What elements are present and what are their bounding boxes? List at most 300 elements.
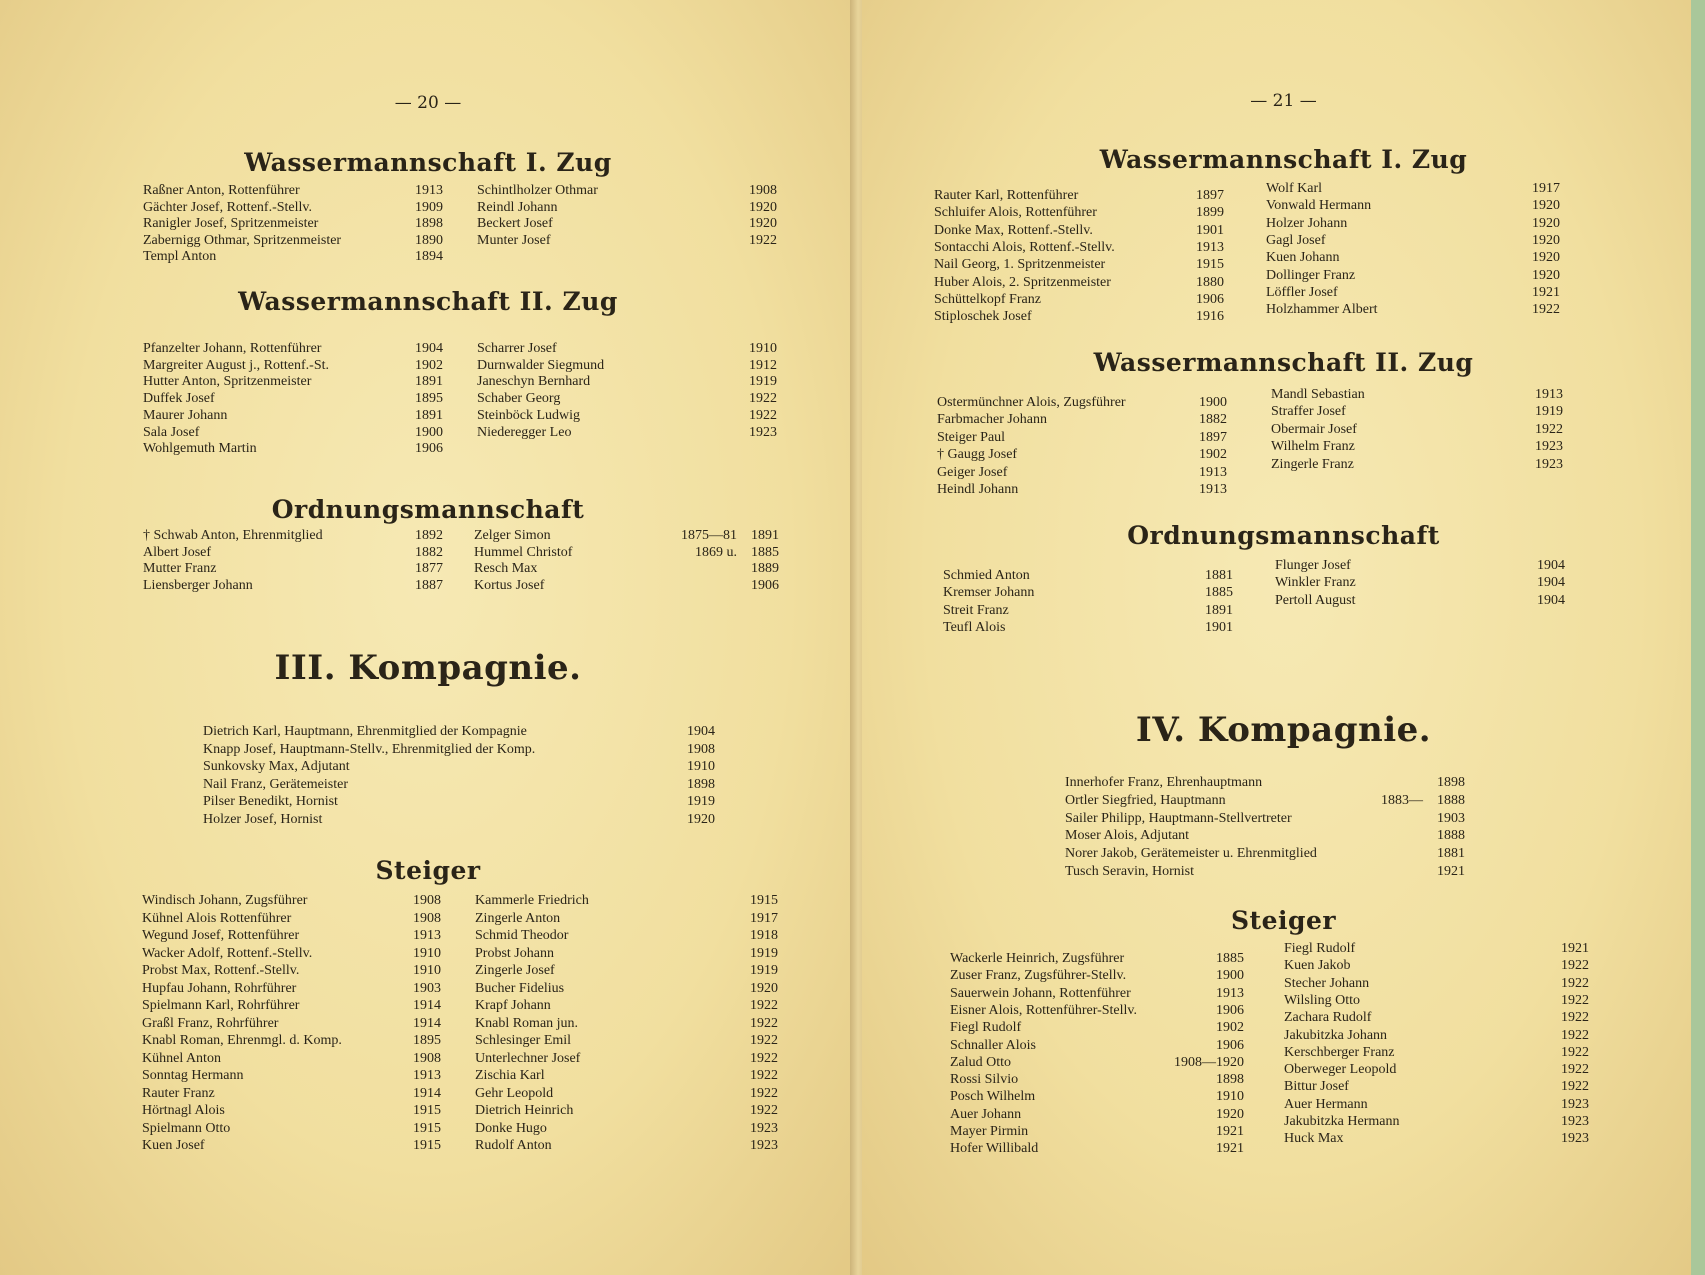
member-name: Wolf Karl (1266, 181, 1323, 196)
list-item (475, 1120, 778, 1137)
member-name: Posch Wilhelm (950, 1089, 1036, 1104)
list-item (474, 544, 779, 561)
member-year: 1922 (1561, 976, 1589, 991)
page-edge (1691, 0, 1705, 1275)
member-name: Hofer Willibald (950, 1141, 1039, 1156)
member-year: 1913 (413, 928, 441, 943)
list-item (203, 776, 715, 793)
list-item (143, 407, 443, 424)
member-year: 1891 (415, 374, 443, 389)
member-year: 1910 (749, 341, 777, 356)
member-year: 1921 (1532, 285, 1560, 300)
member-year: 1890 (415, 233, 443, 248)
member-name: Resch Max (474, 561, 538, 576)
list-item (950, 967, 1244, 984)
list-item (143, 215, 443, 232)
member-name: Nail Georg, 1. Spritzenmeister (934, 257, 1106, 272)
list-item (475, 945, 778, 962)
list-item (477, 424, 777, 441)
member-name: Jakubitzka Johann (1284, 1028, 1388, 1043)
member-year: 1922 (750, 1033, 778, 1048)
list-item (934, 222, 1224, 239)
member-name: Albert Josef (143, 545, 212, 560)
list-item (475, 910, 778, 927)
list-item (1284, 1078, 1589, 1095)
list-item (1266, 215, 1560, 232)
member-year: 1903 (1437, 811, 1465, 826)
section-heading: Steiger (1230, 906, 1337, 935)
section-heading: Steiger (375, 856, 481, 885)
member-name: Norer Jakob, Gerätemeister u. Ehrenmitglied (1065, 846, 1317, 861)
member-name: Bittur Josef (1284, 1079, 1349, 1094)
list-item (950, 1019, 1244, 1036)
list-item (937, 464, 1227, 481)
member-year: 1917 (750, 911, 778, 926)
list-item (1275, 574, 1565, 591)
member-name: Mandl Sebastian (1271, 387, 1365, 402)
member-name: Sauerwein Johann, Rottenführer (950, 986, 1131, 1001)
list-item (142, 1102, 441, 1119)
section-heading: Ordnungsmannschaft (271, 495, 585, 524)
list-item (142, 962, 441, 979)
member-name: Wohlgemuth Martin (143, 441, 257, 456)
member-year: 1919 (750, 963, 778, 978)
list-item (475, 1102, 778, 1119)
member-name: Innerhofer Franz, Ehrenhauptmann (1065, 775, 1263, 790)
member-year: 1898 (415, 216, 443, 231)
member-year: 1882 (415, 545, 443, 560)
list-item (1271, 403, 1563, 420)
member-name: Moser Alois, Adjutant (1065, 828, 1190, 843)
member-name: Zelger Simon (474, 528, 551, 543)
member-year: 1906 (415, 441, 443, 456)
list-item (950, 1140, 1244, 1157)
member-name: Schaber Georg (477, 391, 561, 406)
member-year: 1920 (750, 981, 778, 996)
member-year: 1922 (1561, 958, 1589, 973)
list-item (475, 1137, 778, 1154)
member-name: Holzhammer Albert (1266, 302, 1378, 317)
list-item (143, 357, 443, 374)
member-name: Templ Anton (143, 249, 217, 264)
member-name: Kerschberger Franz (1284, 1045, 1395, 1060)
list-item (937, 481, 1227, 498)
member-name: Niederegger Leo (477, 425, 572, 440)
member-name: Gagl Josef (1266, 233, 1326, 248)
list-item (142, 1032, 441, 1049)
member-name: Auer Hermann (1284, 1097, 1368, 1112)
member-name: Hupfau Johann, Rohrführer (142, 981, 297, 996)
list-item (142, 1137, 441, 1154)
page-number: — 21 — (1250, 91, 1317, 111)
list-item (142, 927, 441, 944)
member-name: Knabl Roman, Ehrenmgl. d. Komp. (142, 1033, 342, 1048)
right-page (862, 0, 1705, 1275)
member-name: Pfanzelter Johann, Rottenführer (143, 341, 322, 356)
member-name: Hutter Anton, Spritzenmeister (143, 374, 312, 389)
member-year: 1899 (1196, 205, 1224, 220)
member-name: Farbmacher Johann (937, 412, 1048, 427)
member-name: Maurer Johann (143, 408, 228, 423)
member-year: 1892 (415, 528, 443, 543)
member-year: 1915 (413, 1121, 441, 1136)
member-name: Kremser Johann (943, 585, 1035, 600)
member-name: Ortler Siegfried, Hauptmann (1065, 793, 1226, 808)
member-name: Kuen Josef (142, 1138, 205, 1153)
member-name: Sunkovsky Max, Adjutant (203, 759, 350, 774)
list-item (937, 429, 1227, 446)
member-name: Rauter Karl, Rottenführer (934, 188, 1079, 203)
member-name: Vonwald Hermann (1266, 198, 1372, 213)
member-name: Graßl Franz, Rohrführer (142, 1016, 279, 1031)
member-name: Zabernigg Othmar, Spritzenmeister (143, 233, 342, 248)
member-name: Oberweger Leopold (1284, 1062, 1397, 1077)
member-name: Scharrer Josef (477, 341, 557, 356)
member-name: Dietrich Karl, Hauptmann, Ehrenmitglied der Kompagnie (203, 724, 527, 739)
list-item (1284, 975, 1589, 992)
member-year: 1901 (1205, 620, 1233, 635)
member-year: 1880 (1196, 275, 1224, 290)
list-item (1284, 992, 1589, 1009)
member-year: 1910 (687, 759, 715, 774)
member-name: Spielmann Karl, Rohrführer (142, 998, 300, 1013)
list-item (1284, 1113, 1589, 1130)
member-year: 1902 (1216, 1020, 1244, 1035)
list-item (143, 199, 443, 216)
member-year: 1902 (415, 358, 443, 373)
list-item (475, 962, 778, 979)
member-year: 1923 (750, 1138, 778, 1153)
member-year: 1888 (1437, 828, 1465, 843)
member-year: 1923 (1561, 1131, 1589, 1146)
member-year: 1895 (415, 391, 443, 406)
member-name: Winkler Franz (1275, 575, 1356, 590)
member-year: 1920 (687, 812, 715, 827)
list-item (950, 1088, 1244, 1105)
member-name: Zachara Rudolf (1284, 1010, 1372, 1025)
list-item (943, 619, 1233, 636)
member-name: Sailer Philipp, Hauptmann-Stellvertreter (1065, 811, 1292, 826)
member-year: 1923 (749, 425, 777, 440)
member-year: 1913 (1216, 986, 1244, 1001)
list-item (477, 407, 777, 424)
member-year: 1881 (1437, 846, 1465, 861)
member-name: Wilhelm Franz (1271, 439, 1355, 454)
member-name: Kuen Jakob (1284, 958, 1351, 973)
list-item (143, 527, 443, 544)
member-year: 1918 (750, 928, 778, 943)
list-item (477, 215, 777, 232)
member-name: Spielmann Otto (142, 1121, 231, 1136)
list-item (943, 584, 1233, 601)
list-item (203, 741, 715, 758)
member-name: Streit Franz (943, 603, 1009, 618)
member-year: 1913 (1199, 482, 1227, 497)
member-year: 1913 (1535, 387, 1563, 402)
list-item (203, 723, 715, 740)
member-year: 1903 (413, 981, 441, 996)
member-year: 1910 (413, 963, 441, 978)
page-number: — 20 — (394, 93, 462, 113)
member-year: 1885 (751, 545, 779, 560)
member-year: 1915 (413, 1103, 441, 1118)
member-name: Beckert Josef (477, 216, 553, 231)
member-name: Zuser Franz, Zugsführer-Stellv. (950, 968, 1127, 983)
member-year: 1913 (413, 1068, 441, 1083)
list-item (142, 1085, 441, 1102)
list-item (1065, 810, 1465, 827)
member-year: 1908 (413, 893, 441, 908)
member-name: Sonntag Hermann (142, 1068, 244, 1083)
list-item (143, 544, 443, 561)
member-year: 1908 (687, 742, 715, 757)
list-item (1266, 267, 1560, 284)
list-item (934, 291, 1224, 308)
list-item (937, 446, 1227, 463)
member-year: 1910 (413, 946, 441, 961)
member-year: 1909 (415, 200, 443, 215)
list-item (477, 232, 777, 249)
list-item (477, 357, 777, 374)
member-year: 1922 (750, 1086, 778, 1101)
member-name: Eisner Alois, Rottenführer-Stellv. (950, 1003, 1138, 1018)
member-name: Knapp Josef, Hauptmann-Stellv., Ehrenmitglied der Komp. (203, 742, 536, 757)
member-name: Schüttelkopf Franz (934, 292, 1041, 307)
member-name: Tusch Seravin, Hornist (1065, 864, 1194, 879)
member-name: Kuen Johann (1266, 250, 1340, 265)
member-name: Gehr Leopold (475, 1086, 554, 1101)
list-item (477, 199, 777, 216)
list-item (475, 927, 778, 944)
section-heading: Wassermannschaft II. Zug (238, 287, 618, 316)
list-item (1271, 421, 1563, 438)
member-name: Zischia Karl (475, 1068, 545, 1083)
member-year: 1915 (750, 893, 778, 908)
list-item (1271, 456, 1563, 473)
list-item (143, 182, 443, 199)
member-name: Kühnel Anton (142, 1051, 221, 1066)
list-item (475, 1032, 778, 1049)
member-year: 1920 (1532, 268, 1560, 283)
section-heading: Wassermannschaft II. Zug (1093, 348, 1474, 377)
list-item (1065, 792, 1465, 809)
year-span: 1869 u. (695, 545, 737, 560)
member-year: 1920 (749, 200, 777, 215)
member-name: Margreiter August j., Rottenf.-St. (143, 358, 329, 373)
member-year: 1914 (413, 1016, 441, 1031)
member-year: 1922 (1535, 422, 1563, 437)
member-year: 1900 (415, 425, 443, 440)
member-year: 1889 (751, 561, 779, 576)
member-year: 1904 (1537, 575, 1565, 590)
section-heading: III. Kompagnie. (274, 648, 582, 688)
member-year: 1898 (1437, 775, 1465, 790)
list-item (1275, 557, 1565, 574)
list-item (475, 1085, 778, 1102)
member-year: 1922 (749, 233, 777, 248)
list-item (1271, 438, 1563, 455)
list-item (143, 248, 443, 265)
list-item (143, 424, 443, 441)
list-item (142, 892, 441, 909)
member-year: 1921 (1437, 864, 1465, 879)
member-name: Munter Josef (477, 233, 551, 248)
member-name: Donke Hugo (475, 1121, 547, 1136)
member-year: 1913 (415, 183, 443, 198)
list-item (142, 1015, 441, 1032)
member-name: Wegund Josef, Rottenführer (142, 928, 300, 943)
member-name: Heindl Johann (937, 482, 1019, 497)
list-item (950, 1106, 1244, 1123)
member-name: Nail Franz, Gerätemeister (203, 777, 348, 792)
member-name: Holzer Johann (1266, 216, 1348, 231)
member-name: Rossi Silvio (950, 1072, 1019, 1087)
list-item (1284, 1027, 1589, 1044)
member-year: 1920 (1532, 198, 1560, 213)
member-year: 1895 (413, 1033, 441, 1048)
member-name: Schmid Theodor (475, 928, 569, 943)
member-year: 1922 (1532, 302, 1560, 317)
member-year: 1913 (1196, 240, 1224, 255)
list-item (1271, 386, 1563, 403)
member-year: 1923 (1561, 1114, 1589, 1129)
member-year: 1882 (1199, 412, 1227, 427)
member-name: † Schwab Anton, Ehrenmitglied (143, 528, 323, 543)
list-item (475, 997, 778, 1014)
member-year: 1919 (687, 794, 715, 809)
member-name: Wilsling Otto (1284, 993, 1361, 1008)
member-name: Huber Alois, 2. Spritzenmeister (934, 275, 1111, 290)
member-year: 1904 (1537, 593, 1565, 608)
member-year: 1920 (1532, 216, 1560, 231)
member-name: Hummel Christof (474, 545, 573, 560)
member-year: 1898 (1216, 1072, 1244, 1087)
member-name: Durnwalder Siegmund (477, 358, 605, 373)
member-year: 1922 (750, 998, 778, 1013)
member-year: 1902 (1199, 447, 1227, 462)
member-name: Sala Josef (143, 425, 200, 440)
member-year: 1920 (749, 216, 777, 231)
member-year: 1904 (415, 341, 443, 356)
list-item (943, 567, 1233, 584)
member-year: 1894 (415, 249, 443, 264)
member-name: Liensberger Johann (143, 578, 253, 593)
member-year: 1914 (413, 998, 441, 1013)
member-year: 1919 (1535, 404, 1563, 419)
member-name: Wacker Adolf, Rottenf.-Stellv. (142, 946, 313, 961)
member-year: 1922 (1561, 993, 1589, 1008)
member-year: 1923 (1535, 439, 1563, 454)
member-name: Löffler Josef (1266, 285, 1338, 300)
member-year: 1917 (1532, 181, 1560, 196)
list-item (937, 411, 1227, 428)
member-name: Unterlechner Josef (475, 1051, 581, 1066)
member-year: 1922 (750, 1103, 778, 1118)
list-item (1065, 863, 1465, 880)
member-year: 1898 (687, 777, 715, 792)
member-name: Huck Max (1284, 1131, 1344, 1146)
list-item (143, 340, 443, 357)
member-year: 1915 (413, 1138, 441, 1153)
member-year: 1922 (749, 391, 777, 406)
year-span: 1883— (1381, 793, 1423, 808)
member-name: Krapf Johann (475, 998, 551, 1013)
member-year: 1891 (751, 528, 779, 543)
member-name: Mutter Franz (143, 561, 217, 576)
list-item (1284, 1044, 1589, 1061)
member-name: Ostermünchner Alois, Zugsführer (937, 395, 1126, 410)
member-year: 1922 (750, 1068, 778, 1083)
list-item (1275, 592, 1565, 609)
member-name: Pilser Benedikt, Hornist (203, 794, 338, 809)
list-item (477, 390, 777, 407)
member-year: 1908 (413, 1051, 441, 1066)
member-year: 1906 (1216, 1003, 1244, 1018)
list-item (142, 910, 441, 927)
member-year: 1922 (750, 1051, 778, 1066)
list-item (1266, 197, 1560, 214)
list-item (143, 373, 443, 390)
member-year: 1922 (749, 408, 777, 423)
list-item (1266, 249, 1560, 266)
member-year: 1891 (415, 408, 443, 423)
member-year: 1900 (1199, 395, 1227, 410)
member-name: Ranigler Josef, Spritzenmeister (143, 216, 319, 231)
list-item (143, 232, 443, 249)
member-name: Schmied Anton (943, 568, 1030, 583)
member-name: Stecher Johann (1284, 976, 1370, 991)
list-item (142, 1050, 441, 1067)
list-item (142, 1120, 441, 1137)
member-year: 1908 (413, 911, 441, 926)
member-name: Zingerle Anton (475, 911, 561, 926)
list-item (934, 274, 1224, 291)
list-item (142, 980, 441, 997)
member-name: † Gaugg Josef (937, 447, 1018, 462)
list-item (1284, 1130, 1589, 1147)
member-year: 1923 (1561, 1097, 1589, 1112)
list-item (1065, 774, 1465, 791)
list-item (1284, 940, 1589, 957)
list-item (477, 340, 777, 357)
list-item (475, 1067, 778, 1084)
member-name: Obermair Josef (1271, 422, 1357, 437)
list-item (203, 793, 715, 810)
member-name: Schlesinger Emil (475, 1033, 572, 1048)
member-name: Reindl Johann (477, 200, 558, 215)
member-year: 1888 (1437, 793, 1465, 808)
list-item (143, 440, 443, 457)
member-name: Zalud Otto (950, 1055, 1012, 1070)
member-year: 1922 (1561, 1010, 1589, 1025)
member-name: Zingerle Josef (475, 963, 555, 978)
member-name: Rudolf Anton (475, 1138, 552, 1153)
member-year: 1887 (415, 578, 443, 593)
member-name: Schluifer Alois, Rottenführer (934, 205, 1097, 220)
member-name: Bucher Fidelius (475, 981, 565, 996)
member-year: 1901 (1196, 223, 1224, 238)
member-name: Geiger Josef (937, 465, 1008, 480)
member-year: 1922 (1561, 1028, 1589, 1043)
member-name: Kammerle Friedrich (475, 893, 589, 908)
list-item (950, 1123, 1244, 1140)
member-name: Mayer Pirmin (950, 1124, 1029, 1139)
list-item (474, 577, 779, 594)
member-year: 1920 (1216, 1107, 1244, 1122)
member-year: 1906 (751, 578, 779, 593)
section-heading: IV. Kompagnie. (1135, 710, 1432, 750)
member-name: Fiegl Rudolf (1284, 941, 1356, 956)
